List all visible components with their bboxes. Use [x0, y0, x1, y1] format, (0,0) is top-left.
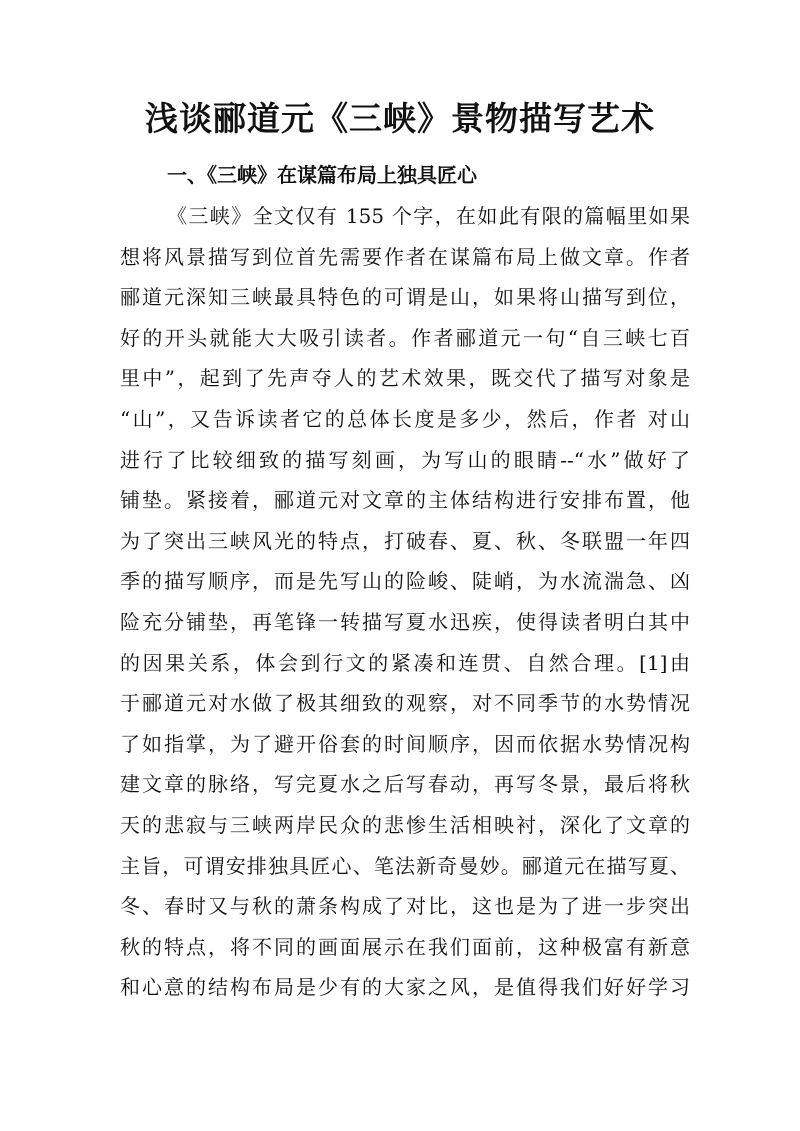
section-heading: 一、《三峡》在谋篇布局上独具匠心	[167, 163, 477, 187]
paragraph-line: 主旨，可谓安排独具匠心、笔法新奇曼妙。郦道元在描写夏、	[120, 853, 690, 878]
paragraph-line: 《三峡》全文仅有 155 个字，在如此有限的篇幅里如果	[167, 204, 690, 228]
paragraph-line: 想将风景描写到位首先需要作者在谋篇布局上做文章。作者	[120, 244, 690, 269]
paragraph-line: 险充分铺垫，再笔锋一转描写夏水迅疾，使得读者明白其中	[120, 609, 690, 634]
body-paragraph	[120, 196, 690, 1008]
paragraph-line: 进行了比较细致的描写刻画，为写山的眼睛--“水”做好了	[120, 447, 690, 472]
paragraph-line: 里中”，起到了先声夺人的艺术效果，既交代了描写对象是	[120, 366, 690, 391]
paragraph-line: 郦道元深知三峡最具特色的可谓是山，如果将山描写到位，	[120, 285, 690, 310]
paragraph-line: “山”，又告诉读者它的总体长度是多少，然后，作者 对山	[120, 406, 690, 431]
paragraph-line: 的因果关系，体会到行文的紧凑和连贯、自然合理。[1]由	[120, 650, 690, 675]
paragraph-line: 为了突出三峡风光的特点，打破春、夏、秋、冬联盟一年四	[120, 528, 690, 553]
page-title: 浅谈郦道元《三峡》景物描写艺术	[145, 99, 655, 138]
paragraph-line: 天的悲寂与三峡两岸民众的悲惨生活相映衬，深化了文章的	[120, 812, 690, 837]
paragraph-line: 于郦道元对水做了极其细致的观察，对不同季节的水势情况	[120, 691, 690, 716]
paragraph-line: 和心意的结构布局是少有的大家之风，是值得我们好好学习	[120, 975, 690, 1000]
paragraph-line: 冬、春时又与秋的萧条构成了对比，这也是为了进一步突出	[120, 894, 690, 919]
paragraph-line: 铺垫。紧接着，郦道元对文章的主体结构进行安排布置，他	[120, 488, 690, 513]
paragraph-line: 好的开头就能大大吸引读者。作者郦道元一句“自三峡七百	[120, 325, 690, 350]
paragraph-line: 了如指掌，为了避开俗套的时间顺序，因而依据水势情况构	[120, 731, 690, 756]
paragraph-line: 季的描写顺序，而是先写山的险峻、陡峭，为水流湍急、凶	[120, 569, 690, 594]
paragraph-line: 秋的特点，将不同的画面展示在我们面前，这种极富有新意	[120, 934, 690, 959]
paragraph-line: 建文章的脉络，写完夏水之后写春动，再写冬景，最后将秋	[120, 772, 690, 797]
